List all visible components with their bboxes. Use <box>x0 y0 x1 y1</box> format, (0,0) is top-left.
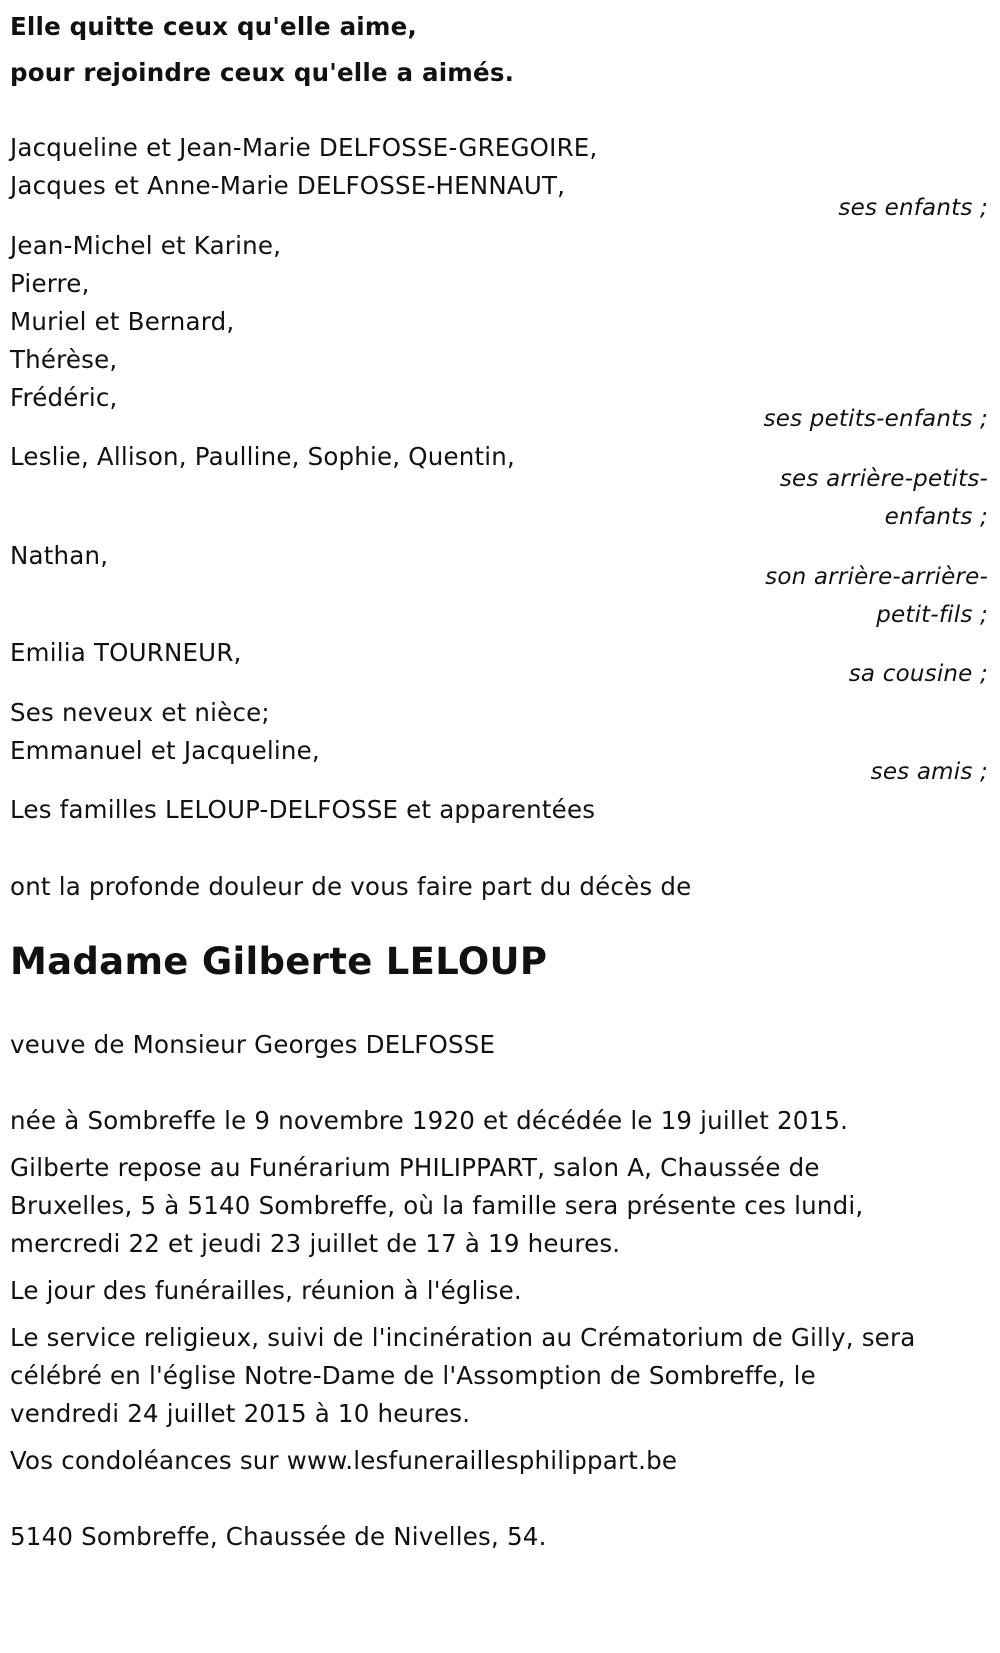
great-great-grandchild: Nathan, <box>10 541 109 570</box>
cousin: Emilia TOURNEUR, <box>10 638 242 667</box>
grandchildren-label: ses petits-enfants ; <box>763 406 988 432</box>
epigraph-line-2: pour rejoindre ceux qu'elle a aimés. <box>10 58 515 87</box>
friends-label: ses amis ; <box>870 759 988 785</box>
grandchild-4: Thérèse, <box>10 345 118 374</box>
friends-line-1: Ses neveux et nièce; <box>10 698 270 727</box>
condolences: Vos condoléances sur www.lesfuneraillesphilippart.be <box>10 1446 678 1475</box>
address: 5140 Sombreffe, Chaussée de Nivelles, 54. <box>10 1522 547 1551</box>
cousin-label: sa cousine ; <box>848 661 988 687</box>
great-grandchildren: Leslie, Allison, Paulline, Sophie, Quentin, <box>10 442 515 471</box>
great-grandchildren-label-1: ses arrière-petits- <box>779 466 988 492</box>
children-label: ses enfants ; <box>838 195 988 221</box>
epigraph-line-1: Elle quitte ceux qu'elle aime, <box>10 12 417 41</box>
children-line-1: Jacqueline et Jean-Marie DELFOSSE-GREGOIRE, <box>10 133 598 162</box>
deceased-name: Madame Gilberte LELOUP <box>10 940 548 983</box>
great-great-grandchild-label-1: son arrière-arrière- <box>765 564 988 590</box>
rest-line-3: mercredi 22 et jeudi 23 juillet de 17 à 19 heures. <box>10 1229 621 1258</box>
families: Les familles LELOUP-DELFOSSE et apparentées <box>10 795 596 824</box>
widow-of: veuve de Monsieur Georges DELFOSSE <box>10 1030 496 1059</box>
children-line-2: Jacques et Anne-Marie DELFOSSE-HENNAUT, <box>10 171 566 200</box>
service-line-3: vendredi 24 juillet 2015 à 10 heures. <box>10 1399 471 1428</box>
friends-line-2: Emmanuel et Jacqueline, <box>10 736 320 765</box>
rest-line-1: Gilberte repose au Funérarium PHILIPPART, salon A, Chaussée de <box>10 1153 820 1182</box>
rest-line-2: Bruxelles, 5 à 5140 Sombreffe, où la famille sera présente ces lundi, <box>10 1191 864 1220</box>
funeral-day: Le jour des funérailles, réunion à l'église. <box>10 1276 522 1305</box>
service-line-2: célébré en l'église Notre-Dame de l'Assomption de Sombreffe, le <box>10 1361 816 1390</box>
great-great-grandchild-label-2: petit-fils ; <box>876 602 988 628</box>
birth-death: née à Sombreffe le 9 novembre 1920 et décédée le 19 juillet 2015. <box>10 1106 849 1135</box>
great-grandchildren-label-2: enfants ; <box>884 504 988 530</box>
grandchild-1: Jean-Michel et Karine, <box>10 231 282 260</box>
grandchild-2: Pierre, <box>10 269 90 298</box>
announcement: ont la profonde douleur de vous faire part du décès de <box>10 872 692 901</box>
service-line-1: Le service religieux, suivi de l'incinération au Crématorium de Gilly, sera <box>10 1323 916 1352</box>
grandchild-5: Frédéric, <box>10 383 118 412</box>
grandchild-3: Muriel et Bernard, <box>10 307 235 336</box>
